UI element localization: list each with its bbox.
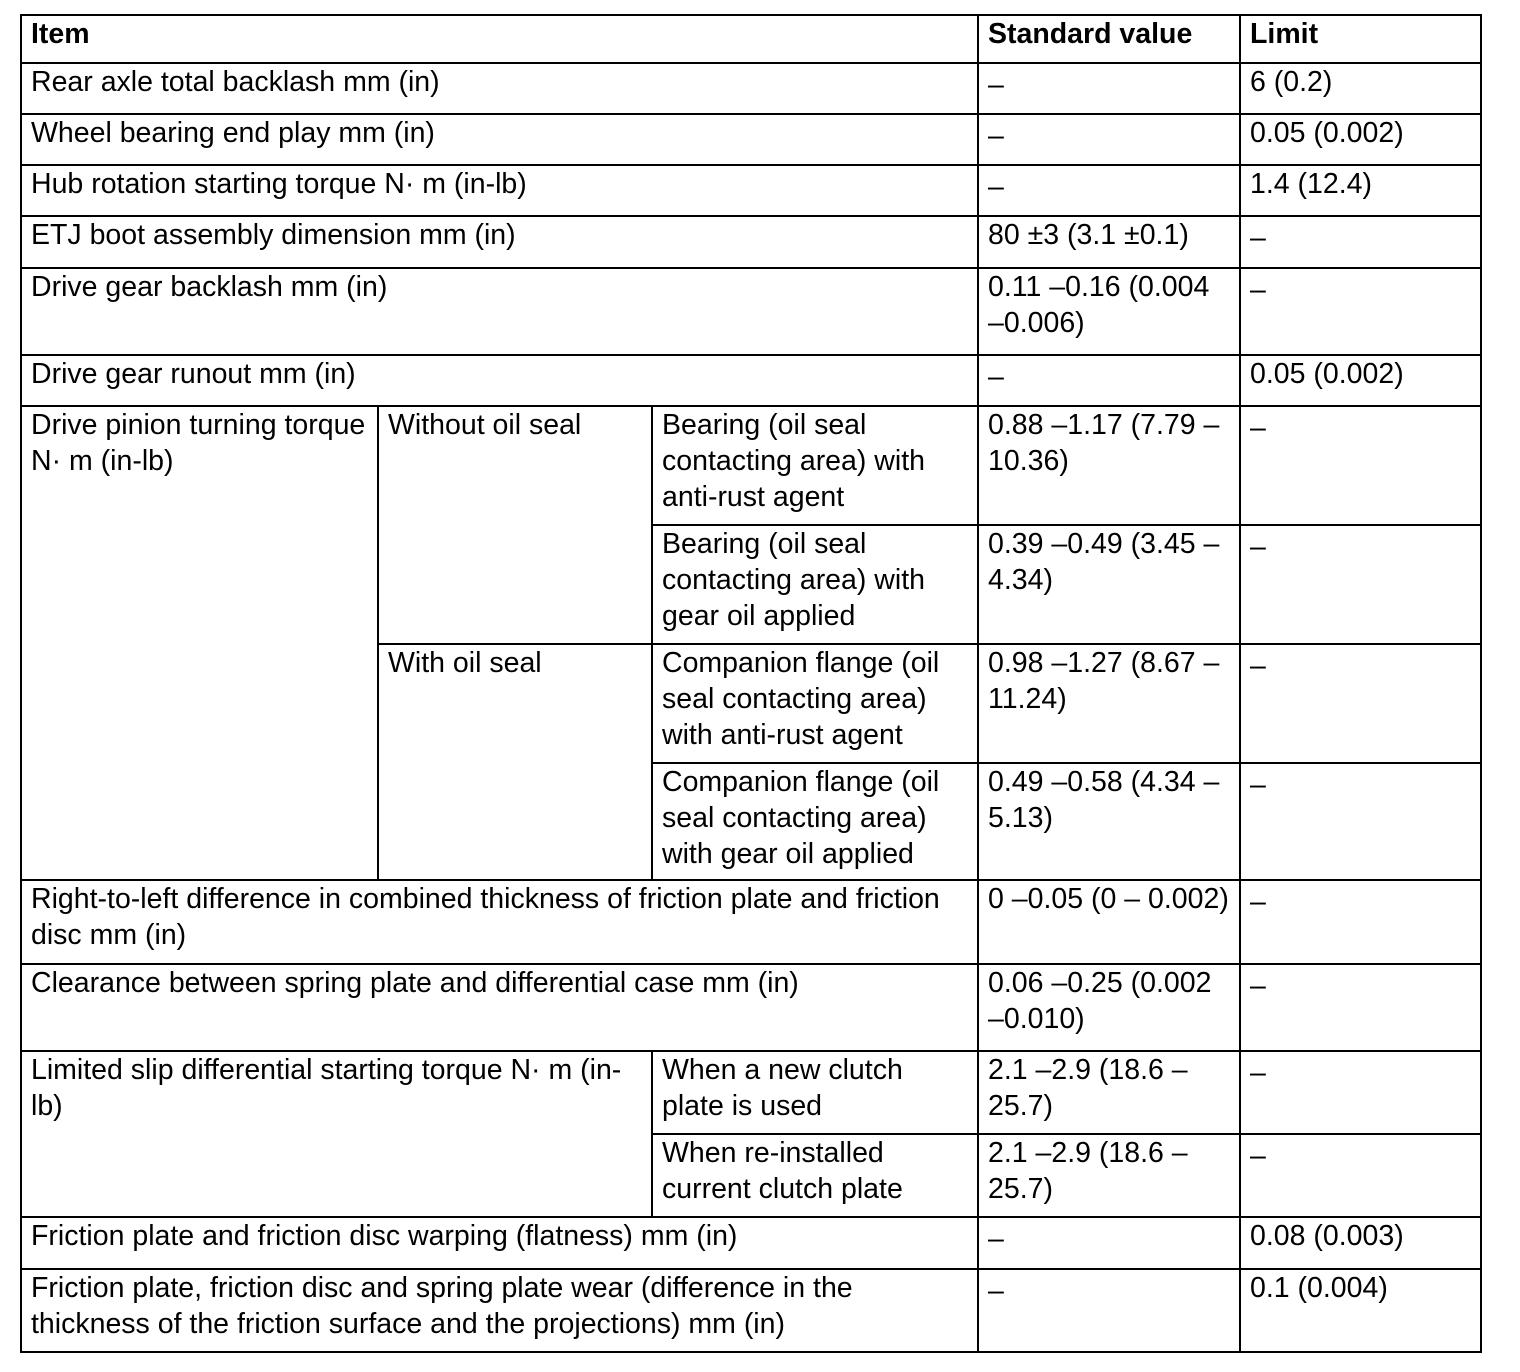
limit-cell: 0.05 (0.002)	[1240, 355, 1481, 406]
limit-cell: –	[1240, 763, 1481, 880]
item-cell: Wheel bearing end play mm (in)	[21, 114, 978, 165]
table-row	[21, 268, 1481, 355]
table-row	[21, 1269, 1481, 1352]
standard-value-cell: –	[978, 63, 1240, 114]
item-cell: Clearance between spring plate and differential case mm (in)	[21, 964, 978, 1051]
table-row	[21, 1217, 1481, 1269]
standard-value-cell: 0.49 –0.58 (4.34 – 5.13)	[978, 763, 1240, 880]
item-cell: Limited slip differential starting torque N· m (in-lb)	[21, 1051, 652, 1217]
table-row	[21, 63, 1481, 114]
table-row	[21, 964, 1481, 1051]
header-row	[21, 15, 1481, 63]
standard-value-cell: 0.06 –0.25 (0.002 –0.010)	[978, 964, 1240, 1051]
item-cell: ETJ boot assembly dimension mm (in)	[21, 216, 978, 268]
limit-cell: –	[1240, 644, 1481, 763]
table-row	[21, 1051, 1481, 1134]
condition-cell: When a new clutch plate is used	[652, 1051, 978, 1134]
limit-cell: –	[1240, 1051, 1481, 1134]
table-row	[21, 406, 1481, 525]
limit-cell: 1.4 (12.4)	[1240, 165, 1481, 216]
header-item: Item	[21, 15, 978, 63]
item-cell: Right-to-left difference in combined thickness of friction plate and friction disc mm (in)	[21, 880, 978, 964]
item-cell: Hub rotation starting torque N· m (in-lb)	[21, 165, 978, 216]
item-cell: Drive gear runout mm (in)	[21, 355, 978, 406]
standard-value-cell: 0.11 –0.16 (0.004 –0.006)	[978, 268, 1240, 355]
standard-value-cell: 0.88 –1.17 (7.79 – 10.36)	[978, 406, 1240, 525]
limit-cell: –	[1240, 964, 1481, 1051]
limit-cell: 0.05 (0.002)	[1240, 114, 1481, 165]
limit-cell: –	[1240, 406, 1481, 525]
standard-value-cell: 0 –0.05 (0 – 0.002)	[978, 880, 1240, 964]
standard-value-cell: –	[978, 1269, 1240, 1352]
standard-value-cell: 0.39 –0.49 (3.45 – 4.34)	[978, 525, 1240, 644]
table-row	[21, 216, 1481, 268]
oil-seal-condition-cell: Without oil seal	[378, 406, 652, 644]
limit-cell: 0.1 (0.004)	[1240, 1269, 1481, 1352]
limit-cell: 6 (0.2)	[1240, 63, 1481, 114]
standard-value-cell: –	[978, 165, 1240, 216]
specification-table	[20, 14, 1482, 1353]
limit-cell: –	[1240, 525, 1481, 644]
standard-value-cell: –	[978, 355, 1240, 406]
limit-cell: –	[1240, 880, 1481, 964]
limit-cell: –	[1240, 268, 1481, 355]
standard-value-cell: 2.1 –2.9 (18.6 – 25.7)	[978, 1051, 1240, 1134]
condition-cell: Bearing (oil seal contacting area) with anti-rust agent	[652, 406, 978, 525]
item-cell: Drive pinion turning torque N· m (in-lb)	[21, 406, 378, 880]
table-row	[21, 880, 1481, 964]
limit-cell: 0.08 (0.003)	[1240, 1217, 1481, 1269]
limit-cell: –	[1240, 216, 1481, 268]
table-row	[21, 355, 1481, 406]
table-row	[21, 114, 1481, 165]
standard-value-cell: –	[978, 114, 1240, 165]
limit-cell: –	[1240, 1134, 1481, 1217]
item-cell: Drive gear backlash mm (in)	[21, 268, 978, 355]
header-standard-value: Standard value	[978, 15, 1240, 63]
condition-cell: Bearing (oil seal contacting area) with gear oil applied	[652, 525, 978, 644]
item-cell: Friction plate and friction disc warping (flatness) mm (in)	[21, 1217, 978, 1269]
oil-seal-condition-cell: With oil seal	[378, 644, 652, 880]
standard-value-cell: 80 ±3 (3.1 ±0.1)	[978, 216, 1240, 268]
item-cell: Friction plate, friction disc and spring plate wear (difference in the thickness of the friction surface and the projections) mm (in)	[21, 1269, 978, 1352]
condition-cell: When re-installed current clutch plate	[652, 1134, 978, 1217]
condition-cell: Companion flange (oil seal contacting area) with anti-rust agent	[652, 644, 978, 763]
standard-value-cell: –	[978, 1217, 1240, 1269]
header-limit: Limit	[1240, 15, 1481, 63]
standard-value-cell: 0.98 –1.27 (8.67 – 11.24)	[978, 644, 1240, 763]
condition-cell: Companion flange (oil seal contacting area) with gear oil applied	[652, 763, 978, 880]
table-row	[21, 165, 1481, 216]
item-cell: Rear axle total backlash mm (in)	[21, 63, 978, 114]
standard-value-cell: 2.1 –2.9 (18.6 – 25.7)	[978, 1134, 1240, 1217]
